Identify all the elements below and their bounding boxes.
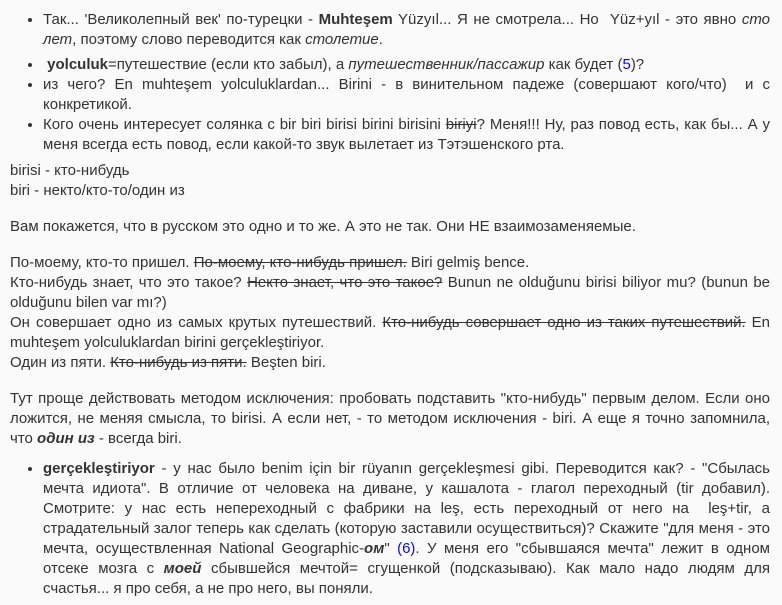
example-line-kto-nibud-znaet — [10, 273, 770, 313]
bullet-item-gerceklestiriyor — [43, 459, 770, 599]
text-segment: столетие — [305, 31, 379, 48]
text-segment: ? Меня!!! Ну, раз повод есть, как бы... А у меня всегда есть повод, если какой-то звук вылетает из Тэтэшенского рта. — [43, 116, 771, 153]
text-segment: Beşten biri. — [246, 354, 326, 371]
text-segment: Biri gelmiş bence. — [406, 254, 530, 271]
text-segment: сбывшейся мечтой= сгущенкой (подсказываю). Как мало надо людям для счастья... я про себя, а не про него, вы поняли. — [43, 560, 770, 597]
text-segment: По-моему, кто-то пришел. — [10, 254, 194, 271]
top-bullet-list — [10, 10, 770, 155]
text-segment: По-моему, кто-нибудь пришел. — [193, 254, 407, 271]
text-segment: путешественник/пассажир — [348, 56, 545, 73]
text-segment: " — [384, 540, 398, 557]
bullet-item-solyanka — [43, 115, 770, 155]
paragraph-method-note — [10, 389, 770, 449]
text-segment: birisi - кто-нибудь — [10, 162, 130, 179]
vocab-block — [10, 161, 770, 201]
text-segment: Кого очень интересует солянка с bir biri birisi birini birisini — [43, 116, 446, 133]
text-segment: один из — [37, 430, 95, 447]
text-segment: моей — [163, 560, 202, 577]
text-segment: Один из пяти. — [10, 354, 111, 371]
text-segment: Кто-нибудь знает, что это такое? — [10, 274, 248, 291]
text-segment: Некто знает, что это такое? — [247, 274, 443, 291]
footnote-link-6[interactable]: (6) — [397, 540, 416, 557]
text-segment: En muhteşem yolculuklardan birini gerçekleştiriyor. — [10, 314, 770, 351]
text-segment: biri - некто/кто-то/один из — [10, 182, 185, 199]
text-segment: yolculuk — [47, 56, 109, 73]
text-segment: gerçekleştiriyor — [43, 460, 155, 477]
example-line-on-sovershaet — [10, 313, 770, 353]
text-segment: Кто-нибудь совершает одно из таких путешествий. — [382, 314, 746, 331]
bullet-item-iz-chego — [43, 75, 770, 115]
text-segment: Тут проще действовать методом исключения: пробовать подставить "кто-нибудь" первым делом. Если оно ложится, не меняя смысла, то birisi. А если нет, - то методом исключения - biri. А еще я точно запомнила, что — [10, 390, 770, 447]
text-segment: Так... 'Великолепный век' по-турецки - — [43, 11, 319, 28]
text-segment: =путешествие (если кто забыл), а — [108, 56, 349, 73]
bullet-item-yolculuk — [43, 55, 770, 75]
text-segment: ом — [364, 540, 385, 557]
footnote-link-5[interactable]: 5 — [622, 56, 631, 73]
text-segment: Кто-нибудь из пяти. — [110, 354, 247, 371]
text-segment: , поэтому слово переводится как — [72, 31, 306, 48]
text-segment: )? — [630, 56, 645, 73]
text-segment: . — [378, 31, 383, 48]
text-segment: . У меня его "сбывшаяся мечта" лежит в одном отсеке мозга с — [43, 540, 770, 577]
bottom-bullet-list — [10, 459, 770, 599]
bullet-item-muhtesem — [43, 10, 770, 50]
paragraph-not-interchangeable — [10, 217, 770, 237]
text-segment: - всегда biri. — [94, 430, 182, 447]
text-segment: Bunun ne olduğunu birisi biliyor mu? (bunun be olduğunu bilen var mı?) — [10, 274, 771, 311]
vocab-definition-biri — [10, 181, 770, 201]
examples-block — [10, 253, 770, 373]
text-segment: Он совершает одно из самых крутых путешествий. — [10, 314, 383, 331]
text-segment: Вам покажется, что в русском это одно и то же. А это не так. Они НЕ взаимозаменяемые. — [10, 218, 636, 235]
text-segment: Yüzyıl... Я не смотрела... Но Yüz+yıl - это явно — [392, 11, 742, 28]
text-segment: biriyi — [445, 116, 477, 133]
text-segment: из чего? En muhteşem yolculuklardan... Birini - в винительном падеже (совершают кого/что) и с конкретикой. — [43, 76, 770, 113]
text-segment: - у нас было benim için bir rüyanın gerçekleşmesi gibi. Переводится как? - "Сбылась мечта идиота". В отличие от человека на диване, у кашалота - глагол переходный (tir добавил). Смотрите: у нас есть непереходный с фабрики на leş, есть переходный от него на leş+tir, а страдательный залог теперь как сделать (которую заставили осуществиться)? Скажите "для меня - это мечта, осуществленная National Geographic- — [43, 460, 770, 557]
text-segment: Muhteşem — [318, 11, 393, 28]
text-segment: как будет ( — [544, 56, 623, 73]
example-line-odin-iz-pyati — [10, 353, 770, 373]
example-line-po-moemu — [10, 253, 770, 273]
text-segment: сто лет — [43, 11, 770, 48]
vocab-definition-birisi — [10, 161, 770, 181]
